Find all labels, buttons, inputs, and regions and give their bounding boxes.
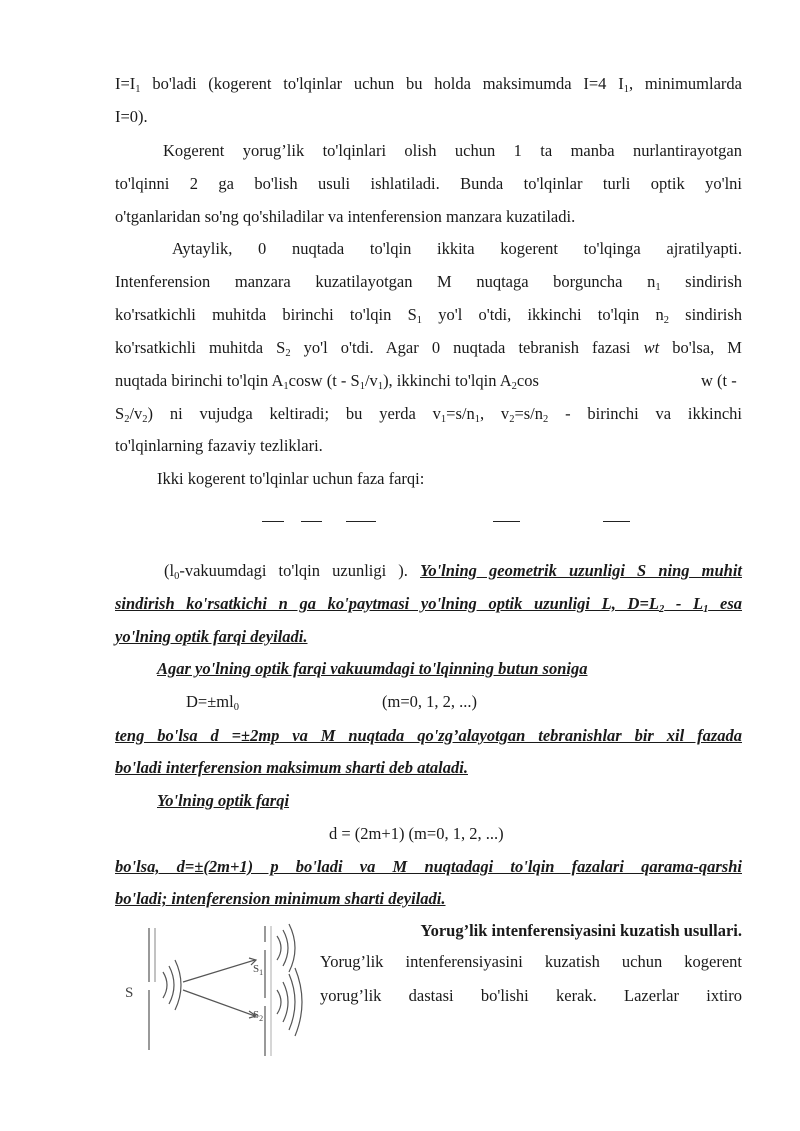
para3-line1: Aytaylik, 0 nuqtada to'lqin ikkita kogerent to'lqinga ajratilyapti. [172, 239, 742, 258]
para3-line5: nuqtada birinchi to'lqin $A_1\cos w$ $(t - S_1/v_1)$, ikkinchi to'lqin $A_2\cos$ [115, 371, 539, 392]
para5-line1: ($l_0$-vakuumdagi to'lqin uzunligi ). Yo'lning geometrik uzunligi S ning muhit [164, 561, 743, 582]
para3-line7: to'lqinlarning fazaviy tezliklari. [115, 436, 323, 455]
arrow-to-s1 [183, 960, 255, 982]
para3-line5-tail: w (t - [701, 371, 737, 390]
formula-fraction-bar [493, 521, 520, 522]
para6-line2: teng bo'lsa d =±2mp va M nuqtada qo'zg’alayotgan tebranishlar bir xil fazada [115, 726, 742, 745]
para2-line1: Kogerent yorug’lik to'lqinlari olish uchun 1 ta manba nurlantirayotgan [163, 141, 742, 160]
para5-line3: yo'lning optik farqi deyiladi. [115, 627, 308, 646]
para7-line3: bo'ladi; intenferension minimum sharti deyiladi. [115, 889, 446, 908]
source-label: S [125, 985, 134, 1001]
formula-max: $D=\pm ml_0$ [186, 692, 239, 713]
section-heading: Yorug’lik intenferensiyasini kuzatish usullari. [420, 921, 742, 940]
para8-line3: yorug’lik dastasi bo'lishi kerak. Lazerlar ixtiro [320, 986, 742, 1005]
para3-line3: ko'rsatkichli muhitda birinchi to'lqin $S_1$ yo'l o'tdi, ikkinchi to'lqin $n_2$ sindirish [115, 305, 743, 326]
formula-fraction-bar [346, 521, 376, 522]
formula-fraction-bar [262, 521, 284, 522]
formula-fraction-bar [301, 521, 322, 522]
para3-line2: Intenferension manzara kuzatilayotgan M nuqtaga borguncha $n_1$ sindirish [115, 272, 743, 293]
arrow-to-s2 [183, 990, 255, 1016]
para1-line1: $I=I_1$ bo'ladi (kogerent to'lqinlar uchun bu holda maksimumda I=4 $I_1$, minimumlarda [115, 74, 742, 95]
para7-line2: bo'lsa, d=±(2m+1) p bo'ladi va M nuqtadagi to'lqin fazalari qarama-qarshi [115, 857, 742, 876]
double-slit-figure [115, 918, 311, 1060]
para6-line3: bo'ladi interferension maksimum sharti deb ataladi. [115, 758, 468, 777]
formula-min: d = (2m+1) (m=0, 1, 2, ...) [329, 824, 504, 843]
para4-line1: Ikki kogerent to'lqinlar uchun faza farqi: [157, 469, 425, 488]
para6-line1: Agar yo'lning optik farqi vakuumdagi to'lqinning butun soniga [157, 659, 588, 678]
para1-line2: I=0). [115, 107, 148, 126]
wavefront [169, 966, 174, 1004]
formula-max-range: (m=0, 1, 2, ...) [382, 692, 478, 711]
slit-1-label: $S_1$ [253, 963, 264, 977]
para7-line1: Yo'lning optik farqi [157, 791, 290, 810]
wavefront [163, 972, 167, 998]
para2-line2: to'lqinni 2 ga bo'lish usuli ishlatiladi. Bunda to'lqinlar turli optik yo'lni [115, 174, 742, 193]
para2-line3: o'tganlaridan so'ng qo'shiladilar va intenferension manzara kuzatiladi. [115, 207, 576, 226]
para8-line2: Yorug’lik intenferensiyasini kuzatish uchun kogerent [320, 952, 742, 971]
wavefront [175, 960, 181, 1010]
para3-line6: $S_2/v_2$) ni vujudga keltiradi; bu yerda $v_1=s/n_1$, $v_2=s/n_2$ - birinchi va ikkinchi [115, 404, 743, 425]
para3-line4: ko'rsatkichli muhitda $S_2$ yo'l o'tdi. Agar 0 nuqtada tebranish fazasi wt bo'lsa, M [115, 338, 742, 359]
double-slit-diagram [115, 918, 311, 1060]
formula-fraction-bar [603, 521, 630, 522]
slit-2-label: $S_2$ [253, 1009, 264, 1023]
para5-line2: sindirish ko'rsatkichi n ga ko'paytmasi yo'lning optik uzunligi L, $D=L_2 - L_1$ esa [115, 594, 743, 615]
